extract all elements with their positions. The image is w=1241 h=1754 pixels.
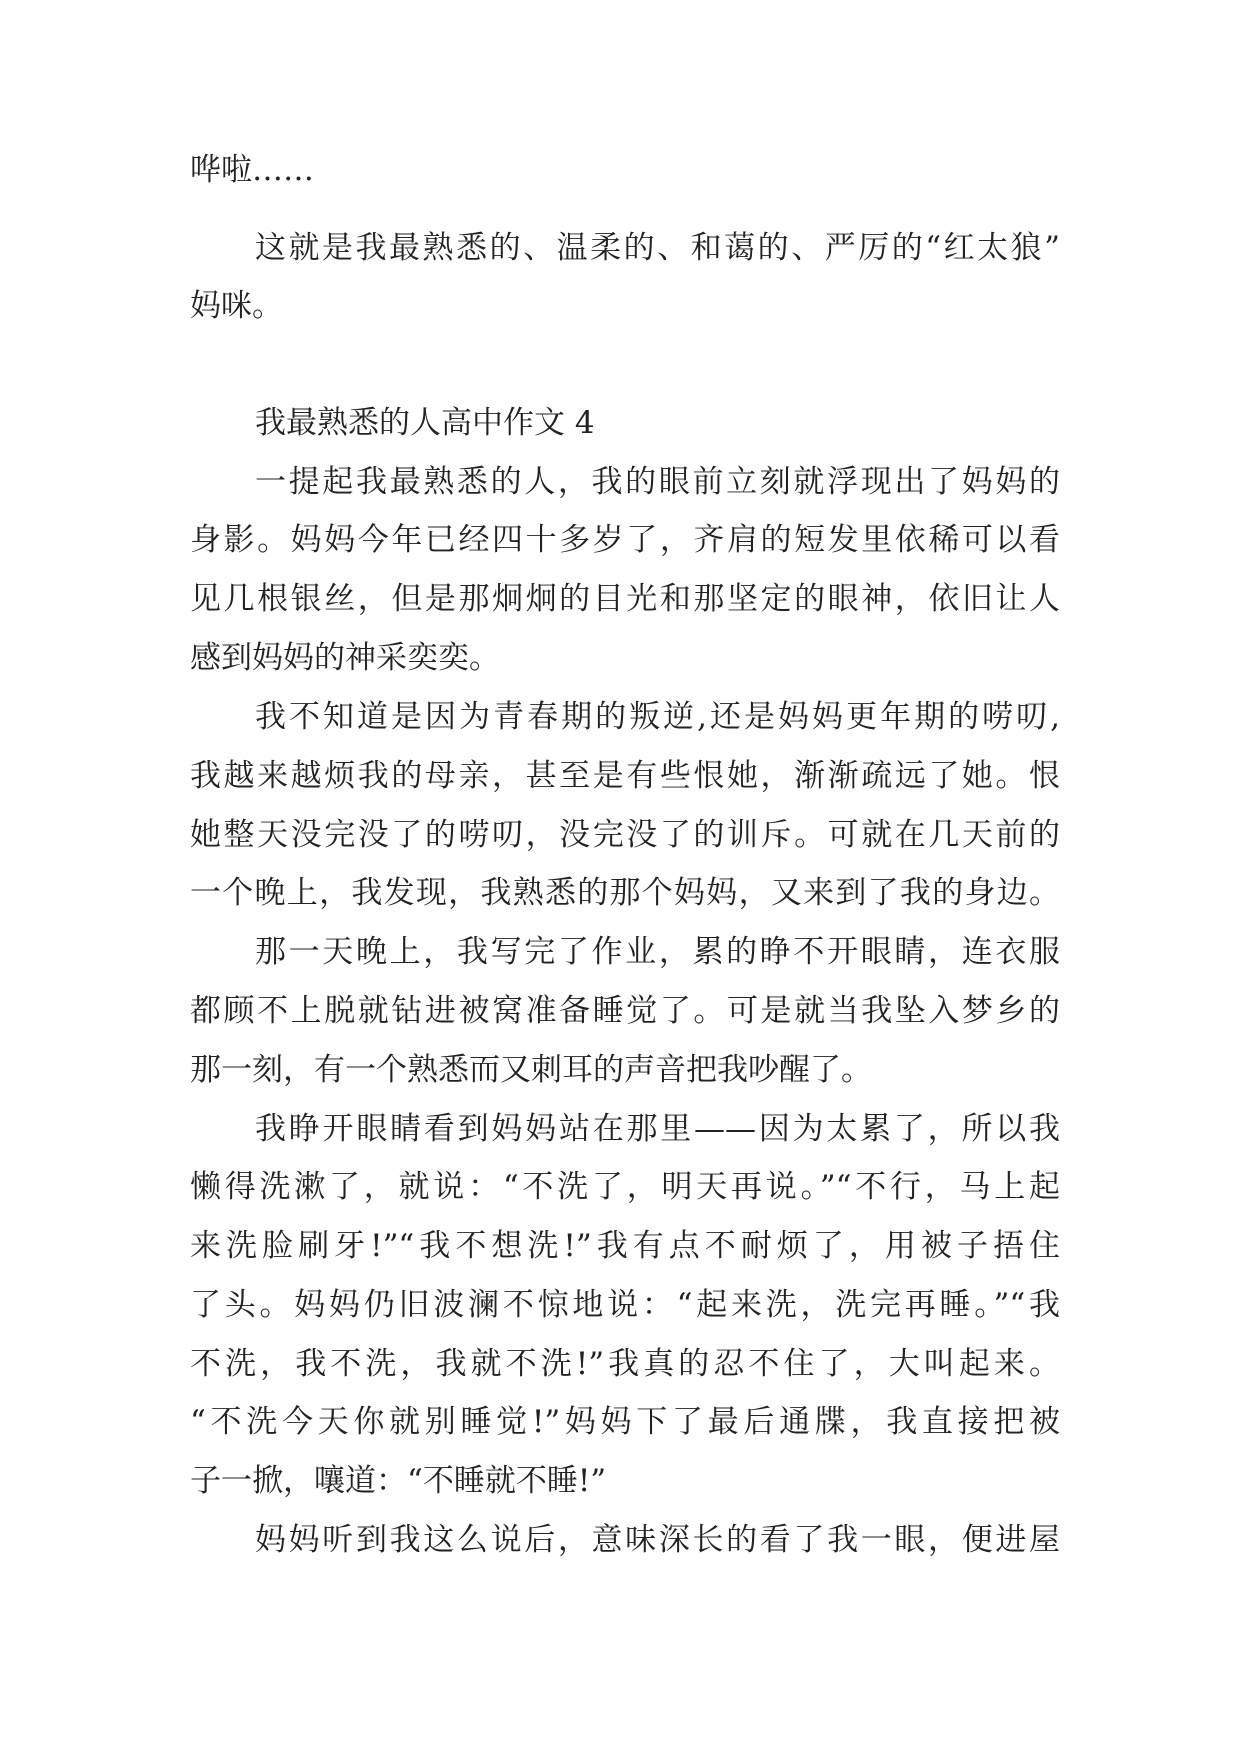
text-line: 来洗脸刷牙!”“我不想洗!”我有点不耐烦了，用被子捂住 xyxy=(190,1228,1060,1264)
text-line: 妈妈听到我这么说后，意味深长的看了我一眼，便进屋 xyxy=(255,1522,1060,1558)
text-line: “不洗今天你就别睡觉!”妈妈下了最后通牒，我直接把被 xyxy=(190,1404,1060,1440)
text-line: 我越来越烦我的母亲，甚至是有些恨她，渐渐疏远了她。恨 xyxy=(190,758,1060,794)
text-line: 不洗，我不洗，我就不洗!”我真的忍不住了，大叫起来。 xyxy=(190,1346,1060,1382)
section-title: 我最熟悉的人高中作文 4 xyxy=(255,405,595,441)
text-line: 我睁开眼睛看到妈妈站在那里——因为太累了，所以我 xyxy=(255,1111,1060,1147)
text-line: 见几根银丝，但是那炯炯的目光和那坚定的眼神，依旧让人 xyxy=(190,581,1060,617)
text-line: 身影。妈妈今年已经四十多岁了，齐肩的短发里依稀可以看 xyxy=(190,522,1060,558)
text-line: 那一刻，有一个熟悉而又刺耳的声音把我吵醒了。 xyxy=(190,1052,872,1088)
text-line: 懒得洗漱了，就说：“不洗了，明天再说。”“不行，马上起 xyxy=(190,1169,1060,1205)
text-line: 她整天没完没了的唠叨，没完没了的训斥。可就在几天前的 xyxy=(190,817,1060,853)
text-line: 那一天晚上，我写完了作业，累的睁不开眼睛，连衣服 xyxy=(255,934,1060,970)
text-line: 子一掀，嚷道：“不睡就不睡!” xyxy=(190,1463,607,1499)
text-line: 都顾不上脱就钻进被窝准备睡觉了。可是就当我坠入梦乡的 xyxy=(190,993,1060,1029)
text-line: 妈咪。 xyxy=(190,288,283,324)
text-line: 一个晚上，我发现，我熟悉的那个妈妈，又来到了我的身边。 xyxy=(190,875,1060,911)
text-line: 了头。妈妈仍旧波澜不惊地说：“起来洗，洗完再睡。”“我 xyxy=(190,1287,1060,1323)
text-line: 一提起我最熟悉的人，我的眼前立刻就浮现出了妈妈的 xyxy=(255,464,1060,500)
text-line: 这就是我最熟悉的、温柔的、和蔼的、严厉的“红太狼” xyxy=(255,230,1060,266)
text-line: 我不知道是因为青春期的叛逆,还是妈妈更年期的唠叨, xyxy=(255,699,1060,735)
text-line: 感到妈妈的神采奕奕。 xyxy=(190,640,500,676)
text-line: 哗啦…… xyxy=(190,152,314,188)
